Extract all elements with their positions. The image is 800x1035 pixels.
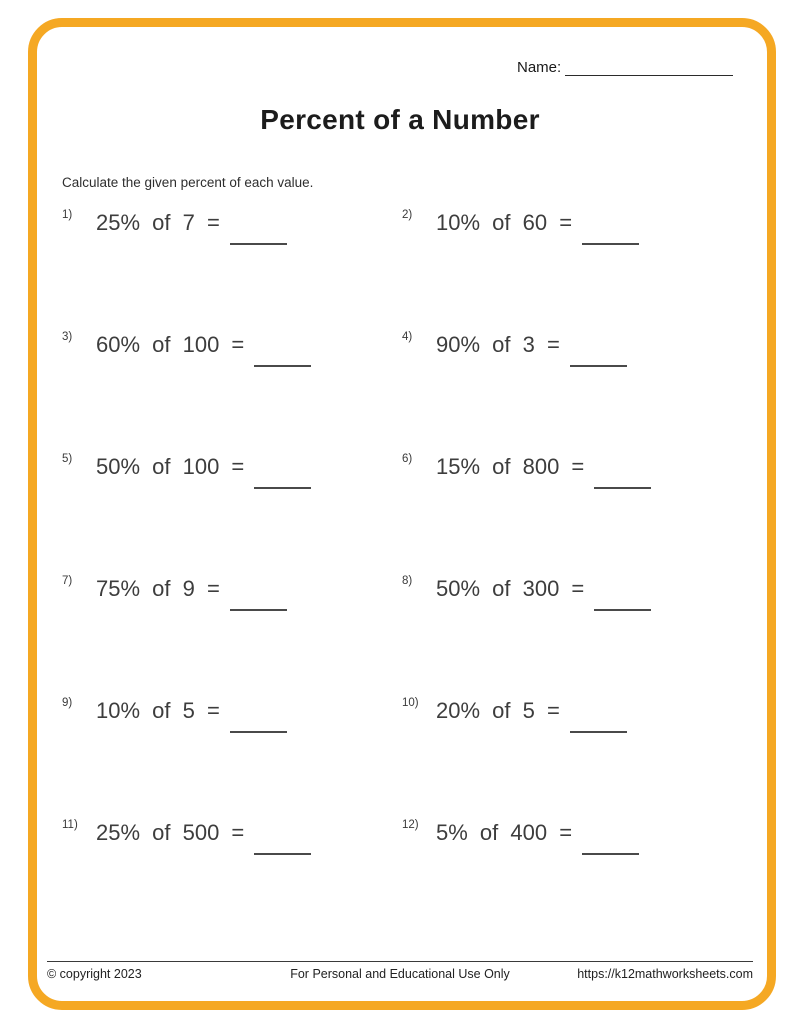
- problem-number: 4): [402, 331, 413, 343]
- answer-blank[interactable]: [254, 452, 311, 489]
- problem-text: 50% of 100 =: [96, 454, 245, 479]
- problem-item-2: [402, 208, 639, 245]
- answer-blank[interactable]: [230, 574, 287, 611]
- website-link[interactable]: https://k12mathworksheets.com: [577, 967, 753, 981]
- problem-text: 10% of 5 =: [96, 698, 220, 723]
- name-fill-line[interactable]: [565, 59, 733, 76]
- problem-item-1: [62, 208, 287, 245]
- problem-number: 11): [62, 819, 78, 831]
- problem-text: 20% of 5 =: [436, 698, 560, 723]
- name-label: Name:: [517, 59, 562, 76]
- answer-blank[interactable]: [570, 696, 627, 733]
- problem-item-6: [402, 452, 651, 489]
- worksheet-title: Percent of a Number: [260, 104, 540, 135]
- problem-text: 75% of 9 =: [96, 576, 220, 601]
- problem-item-11: [62, 818, 311, 855]
- problem-item-3: [62, 330, 311, 367]
- problem-number: 1): [62, 209, 73, 221]
- answer-blank[interactable]: [570, 330, 627, 367]
- problem-text: 10% of 60 =: [436, 210, 573, 235]
- problem-number: 7): [62, 575, 73, 587]
- problem-number: 2): [402, 209, 413, 221]
- problem-number: 10): [402, 697, 419, 709]
- problem-item-7: [62, 574, 287, 611]
- answer-blank[interactable]: [594, 452, 651, 489]
- answer-blank[interactable]: [594, 574, 651, 611]
- answer-blank[interactable]: [254, 818, 311, 855]
- problem-text: 60% of 100 =: [96, 332, 245, 357]
- problem-item-12: [402, 818, 639, 855]
- answer-blank[interactable]: [230, 208, 287, 245]
- problem-item-8: [402, 574, 651, 611]
- problem-item-10: [402, 696, 627, 733]
- usage-text: For Personal and Educational Use Only: [290, 967, 510, 981]
- problem-text: 15% of 800 =: [436, 454, 585, 479]
- problem-item-5: [62, 452, 311, 489]
- answer-blank[interactable]: [582, 208, 639, 245]
- problem-item-9: [62, 696, 287, 733]
- instructions-text: Calculate the given percent of each value.: [62, 175, 314, 190]
- problem-number: 5): [62, 453, 73, 465]
- footer: [47, 967, 753, 985]
- answer-blank[interactable]: [254, 330, 311, 367]
- problem-number: 8): [402, 575, 413, 587]
- problem-text: 25% of 7 =: [96, 210, 220, 235]
- problem-text: 5% of 400 =: [436, 820, 573, 845]
- problem-number: 9): [62, 697, 73, 709]
- answer-blank[interactable]: [230, 696, 287, 733]
- problem-number: 6): [402, 453, 413, 465]
- problem-text: 90% of 3 =: [436, 332, 560, 357]
- problem-number: 3): [62, 331, 73, 343]
- footer-divider: [47, 961, 753, 962]
- problem-text: 25% of 500 =: [96, 820, 245, 845]
- problem-number: 12): [402, 819, 419, 831]
- name-field: [517, 59, 733, 76]
- problem-item-4: [402, 330, 627, 367]
- problem-list: [62, 208, 752, 888]
- problem-text: 50% of 300 =: [436, 576, 585, 601]
- copyright-text: © copyright 2023: [47, 967, 142, 981]
- answer-blank[interactable]: [582, 818, 639, 855]
